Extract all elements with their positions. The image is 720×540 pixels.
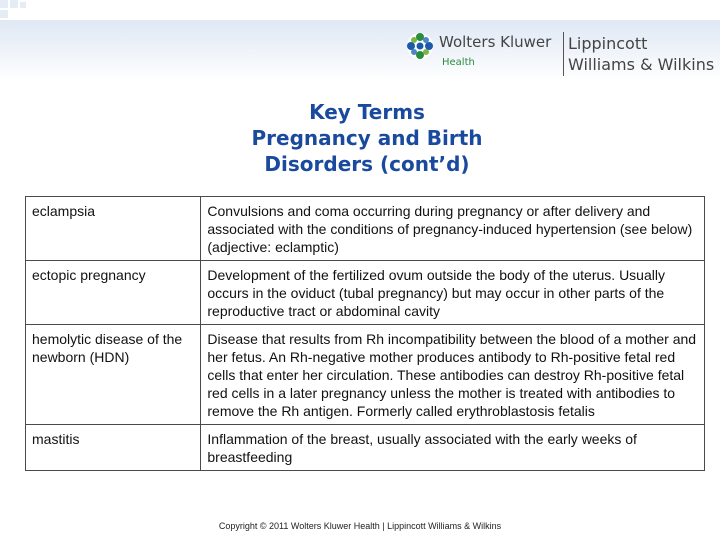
term-cell: eclampsia xyxy=(26,197,201,261)
brand-secondary xyxy=(568,33,718,75)
definition-cell: Development of the fertilized ovum outside the body of the uterus. Usually occurs in the oviduct (tubal pregnancy) but may occur in other parts of the reproductive tract or abdominal cavity xyxy=(201,261,705,325)
table-row xyxy=(26,325,705,425)
term-cell: hemolytic disease of the newborn (HDN) xyxy=(26,325,201,425)
brand-sub: Health xyxy=(442,57,475,68)
slide-title xyxy=(0,99,720,177)
title-line1: Key Terms xyxy=(309,100,425,124)
table-row xyxy=(26,197,705,261)
publisher-logo xyxy=(406,30,716,78)
table-row xyxy=(26,425,705,471)
title-line2: Pregnancy and Birth xyxy=(251,126,483,150)
definition-cell: Convulsions and coma occurring during pregnancy or after delivery and associated with the conditions of pregnancy-induced hypertension (see below) (adjective: eclamptic) xyxy=(201,197,705,261)
logo-divider xyxy=(563,32,564,76)
definition-cell: Disease that results from Rh incompatibility between the blood of a mother and her fetus. An Rh-negative mother produces antibody to Rh-positive fetal red cells that enter her circulation. These antibodies can destroy Rh-positive fetal red cells in a later pregnancy unless the mother is treated with antibodies to remove the Rh antigen. Formerly called erythroblastosis fetalis xyxy=(201,325,705,425)
brand-primary: Wolters Kluwer xyxy=(439,33,552,51)
table-row xyxy=(26,261,705,325)
copyright-footer: Copyright © 2011 Wolters Kluwer Health | Lippincott Williams & Wilkins xyxy=(218,521,502,531)
definition-cell: Inflammation of the breast, usually associated with the early weeks of breastfeeding xyxy=(201,425,705,471)
wolters-kluwer-logo-mark-icon xyxy=(406,32,434,60)
key-terms-table xyxy=(25,196,705,471)
brand-secondary-line1: Lippincott xyxy=(568,34,648,53)
brand-secondary-line2: Williams & Wilkins xyxy=(568,55,715,74)
title-line3: Disorders (cont’d) xyxy=(264,152,470,176)
term-cell: ectopic pregnancy xyxy=(26,261,201,325)
term-cell: mastitis xyxy=(26,425,201,471)
